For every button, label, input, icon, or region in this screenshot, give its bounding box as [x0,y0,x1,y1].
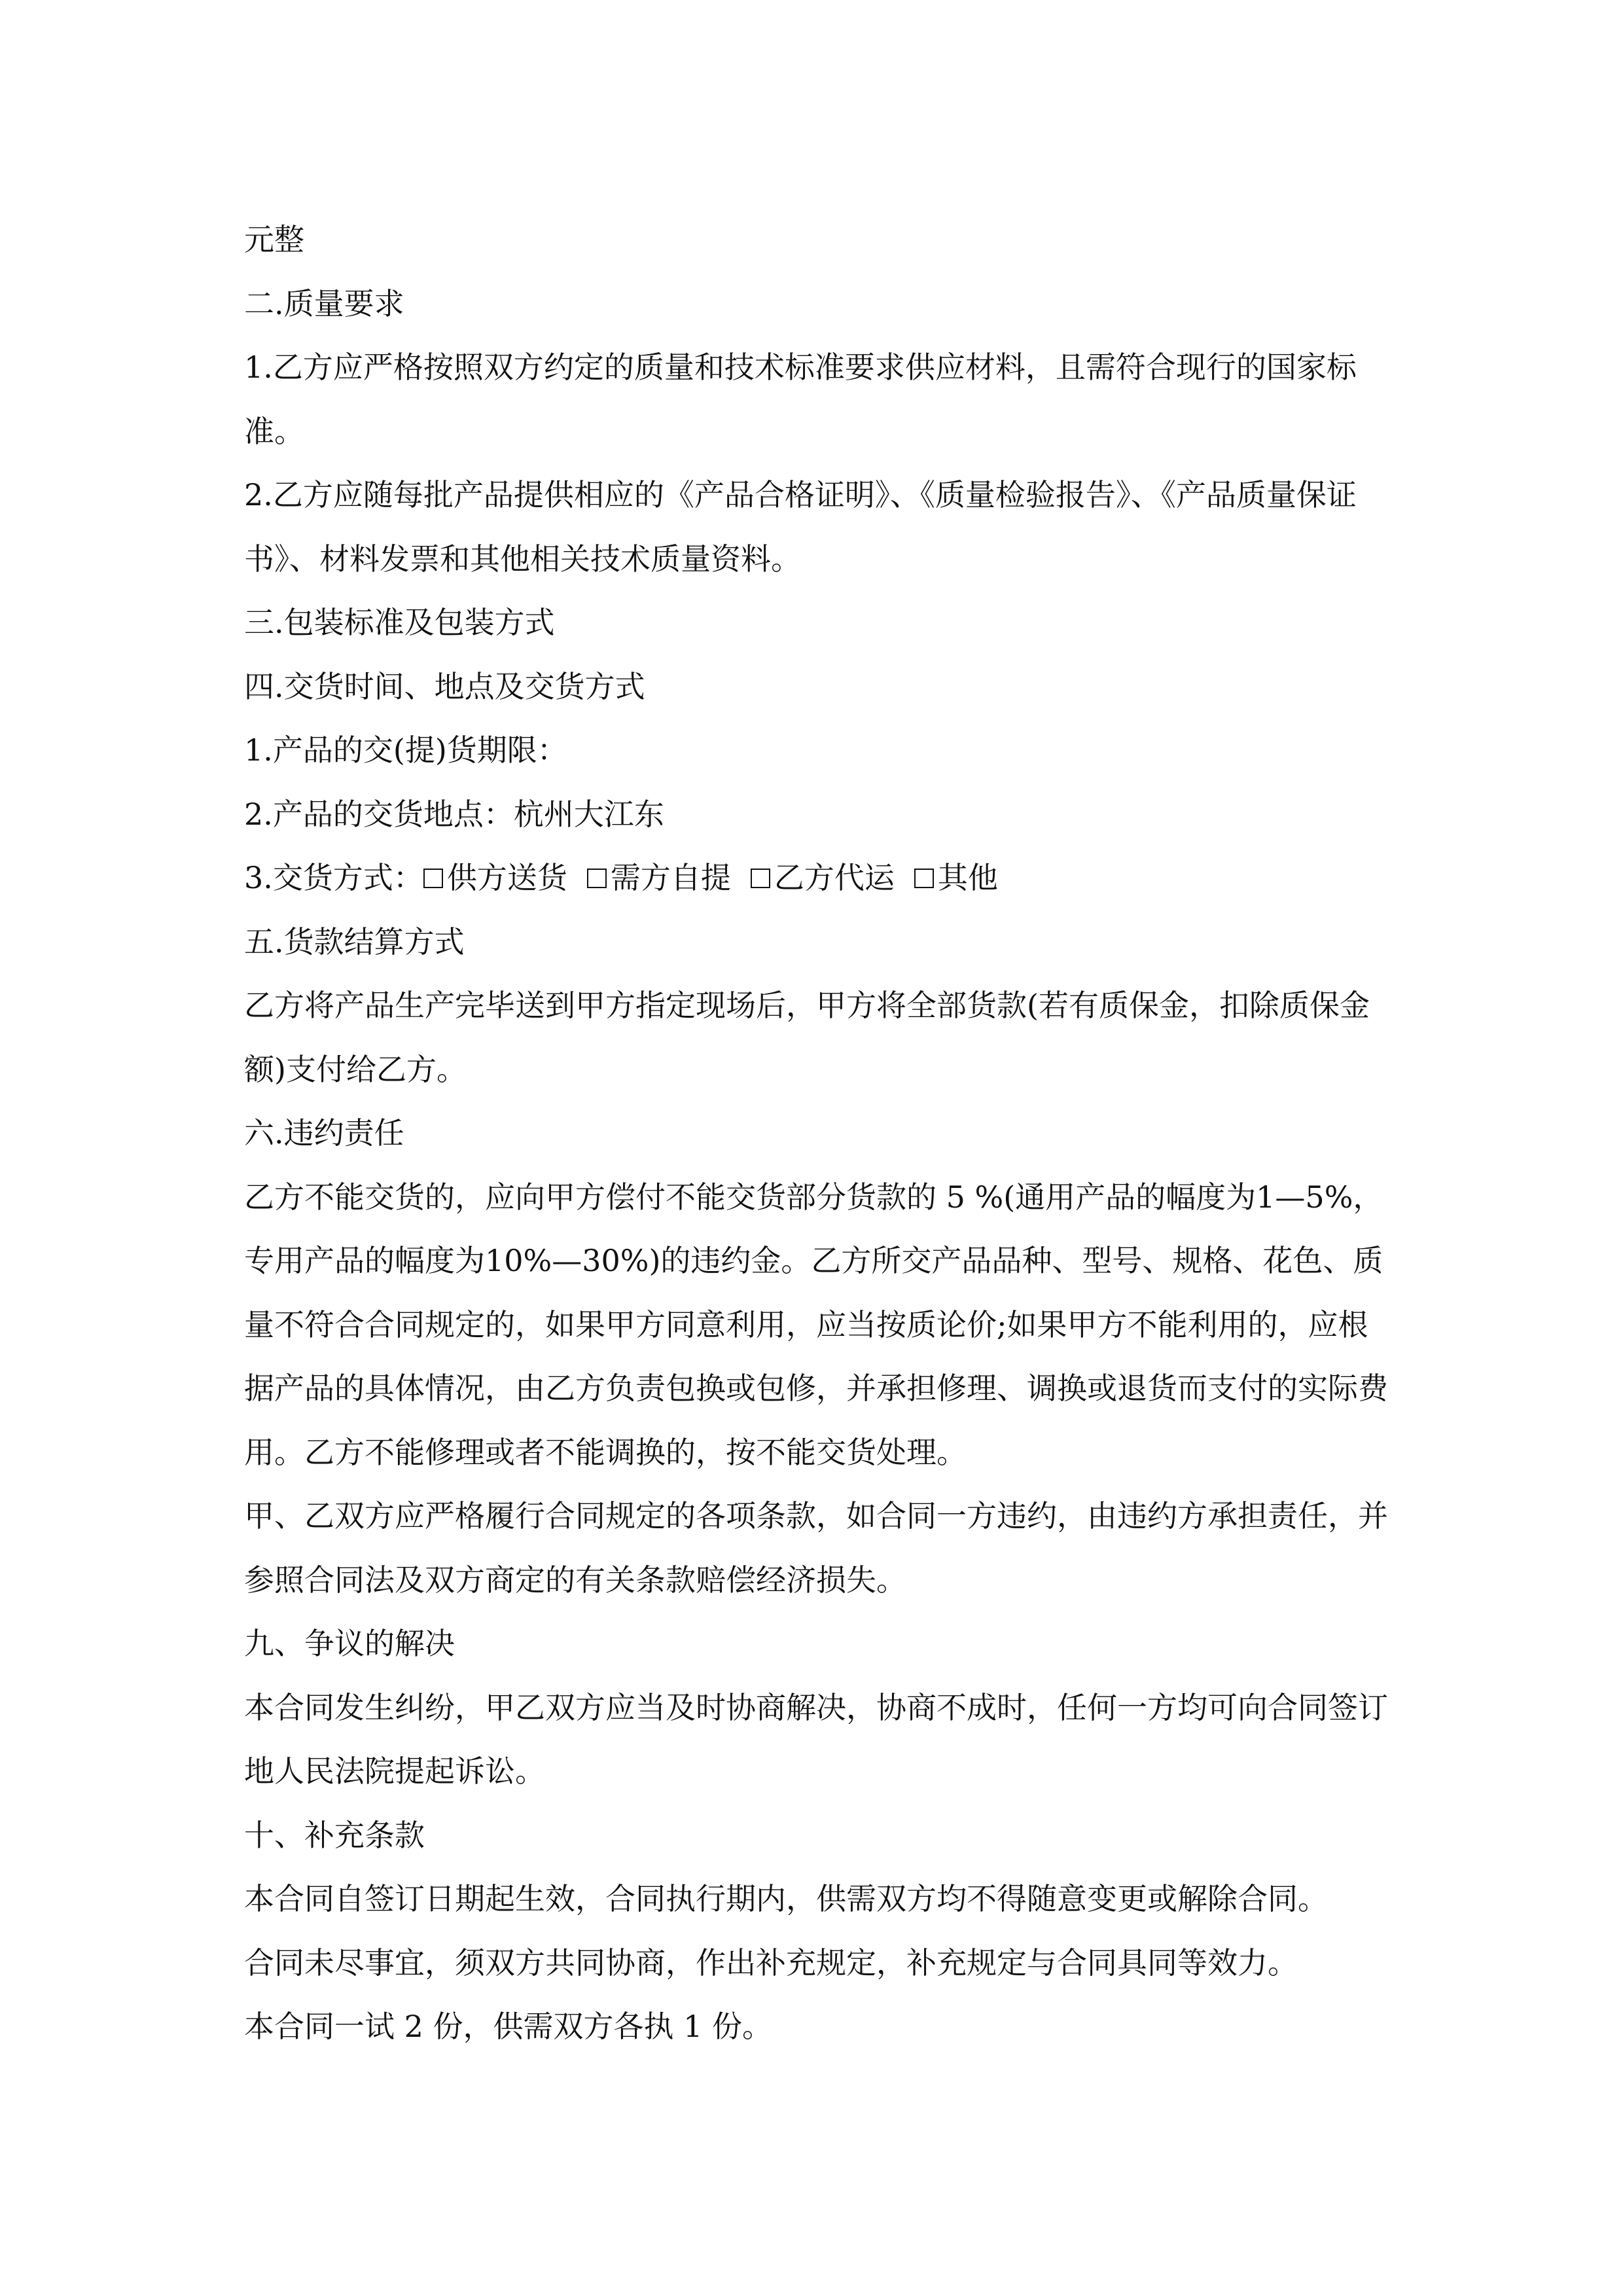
quality-clause-1: 1.乙方应严格按照双方约定的质量和技术标准要求供应材料，且需符合现行的国家标准。 [244,350,1357,449]
section-dispute-heading: 九、争议的解决 [244,1626,455,1661]
section-delivery-heading: 四.交货时间、地点及交货方式 [244,668,645,704]
delivery-method-line [244,846,1396,910]
delivery-location: 2.产品的交货地点：杭州大江东 [244,796,664,832]
checkbox-icon[interactable] [587,869,607,888]
supplementary-clause-2: 合同未尽事宜，须双方共同协商，作出补充规定，补充规定与合同具同等效力。 [244,1945,1298,1981]
amount-line-end: 元整 [244,222,304,257]
dispute-clause: 本合同发生纠纷，甲乙双方应当及时协商解决，协商不成时，任何一方均可向合同签订地人民法院提起诉讼。 [244,1689,1388,1789]
checkbox-icon[interactable] [914,869,934,888]
document-body [244,208,1396,2059]
supplementary-clause-3: 本合同一试 2 份，供需双方各执 1 份。 [244,2009,773,2044]
section-packaging-heading: 三.包装标准及包装方式 [244,605,555,640]
section-payment-heading: 五.货款结算方式 [244,924,465,960]
section-liability-heading: 六.违约责任 [244,1115,404,1151]
section-quality-heading: 二.质量要求 [244,285,404,321]
delivery-option-supplier[interactable] [423,846,567,910]
delivery-option-label: 其他 [937,860,998,895]
delivery-option-pickup[interactable] [587,846,731,910]
delivery-period: 1.产品的交(提)货期限： [244,732,567,768]
delivery-method-label: 3.交货方式： [244,860,423,895]
liability-clause-2: 甲、乙双方应严格履行合同规定的各项条款，如合同一方违约，由违约方承担责任，并参照合同法及双方商定的有关条款赔偿经济损失。 [244,1498,1388,1598]
delivery-option-label: 需方自提 [610,860,731,895]
checkbox-icon[interactable] [423,869,443,888]
checkbox-icon[interactable] [751,869,770,888]
delivery-option-other[interactable] [914,846,998,910]
quality-clause-2: 2.乙方应随每批产品提供相应的《产品合格证明》、《质量检验报告》、《产品质量保证书》、材料发票和其他相关技术质量资料。 [244,477,1357,577]
liability-clause-1: 乙方不能交货的，应向甲方偿付不能交货部分货款的 5 %(通用产品的幅度为1—5%，专用产品的幅度为10%—30%)的违约金。乙方所交产品品种、型号、规格、花色、质量不符合合同规定的，如果甲方同意利用，应当按质论价;如果甲方不能利用的，应根据产品的具体情况，由乙方负责包换或包修，并承担修理、调换或退货而支付的实际费用。乙方不能修理或者不能调换的，按不能交货处理。 [244,1179,1388,1470]
payment-clause: 乙方将产品生产完毕送到甲方指定现场后，甲方将全部货款(若有质保金，扣除质保金额)支付给乙方。 [244,988,1370,1087]
supplementary-clause-1: 本合同自签订日期起生效，合同执行期内，供需双方均不得随意变更或解除合同。 [244,1881,1328,1916]
section-supplementary-heading: 十、补充条款 [244,1817,425,1853]
delivery-option-label: 供方送货 [446,860,567,895]
delivery-option-agent[interactable] [751,846,895,910]
delivery-option-label: 乙方代运 [774,860,895,895]
